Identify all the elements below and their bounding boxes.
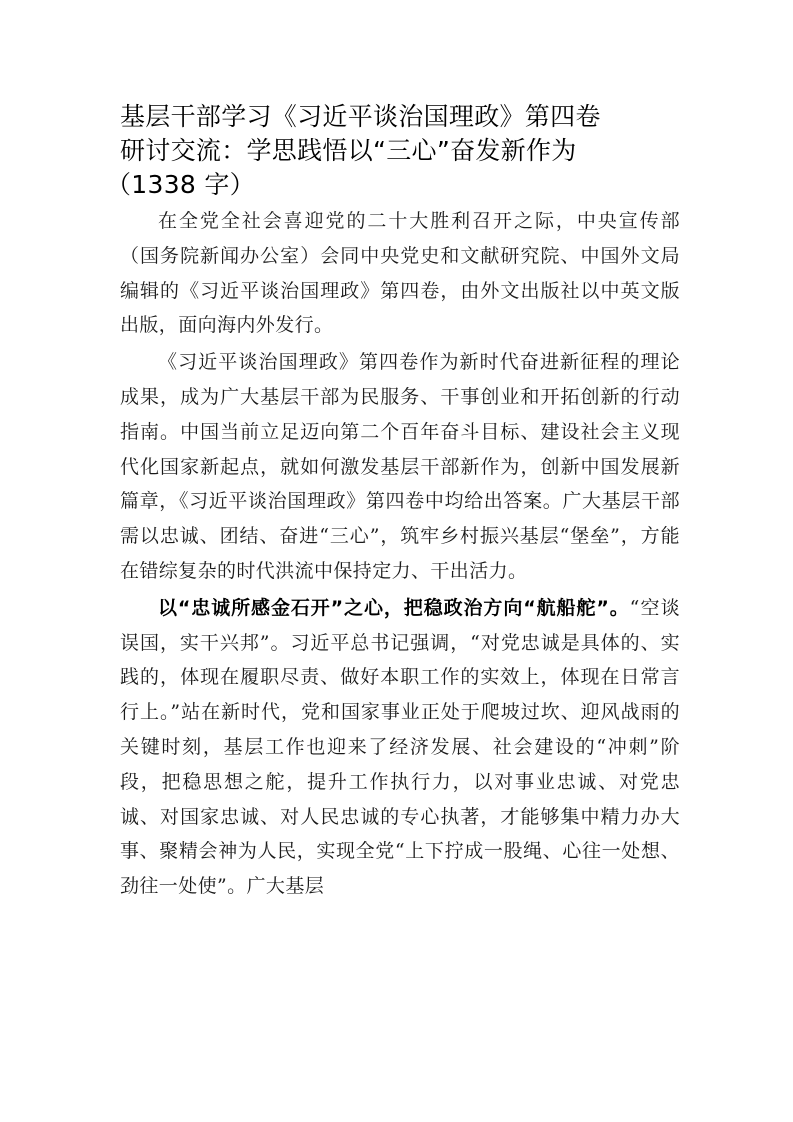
paragraph-intro-text: 在全党全社会喜迎党的二十大胜利召开之际，中央宣传部（国务院新闻办公室）会同中央党史和文献研究院、中国外文局编辑的《习近平谈治国理政》第四卷，由外文出版社以中英文版出版，面向海内外发行。: [120, 210, 680, 337]
title-line-2: 研讨交流：学思践悟以“三心”奋发新作为: [120, 136, 577, 165]
paragraph-theory: [120, 345, 680, 589]
document-body: [106, 100, 681, 904]
title-line-1: 基层干部学习《习近平谈治国理政》第四卷: [120, 102, 601, 131]
document-title: [106, 100, 680, 202]
paragraph-intro: [120, 204, 680, 343]
title-line-3-word-count: （1338 字）: [106, 170, 255, 199]
paragraph-loyalty-text: “空谈误国，实干兴邦”。习近平总书记强调，“对党忠诚是具体的、实践的，体现在履职尽责、做好本职工作的实效上，体现在日常言行上。”站在新时代，党和国家事业正处于爬坡过坎、迎风战雨的关键时刻，基层工作也迎来了经济发展、社会建设的“冲刺”阶段，把稳思想之舵，提升工作执行力，以对事业忠诚、对党忠诚、对国家忠诚、对人民忠诚的专心执著，才能够集中精力办大事、聚精会神为人民，实现全党“上下拧成一股绳、心往一处想、劲往一处使”。广大基层: [120, 596, 681, 898]
paragraph-theory-text: 《习近平谈治国理政》第四卷作为新时代奋进新征程的理论成果，成为广大基层干部为民服务、干事创业和开拓创新的行动指南。中国当前立足迈向第二个百年奋斗目标、建设社会主义现代化国家新起点，就如何激发基层干部新作为，创新中国发展新篇章，《习近平谈治国理政》第四卷中均给出答案。广大基层干部需以忠诚、团结、奋进“三心”，筑牢乡村振兴基层“堡垒”，方能在错综复杂的时代洪流中保持定力、干出活力。: [120, 351, 680, 582]
paragraph-loyalty-heading: 以“忠诚所感金石开”之心，把稳政治方向“航船舵”。: [158, 596, 630, 619]
paragraph-loyalty: [120, 591, 680, 904]
